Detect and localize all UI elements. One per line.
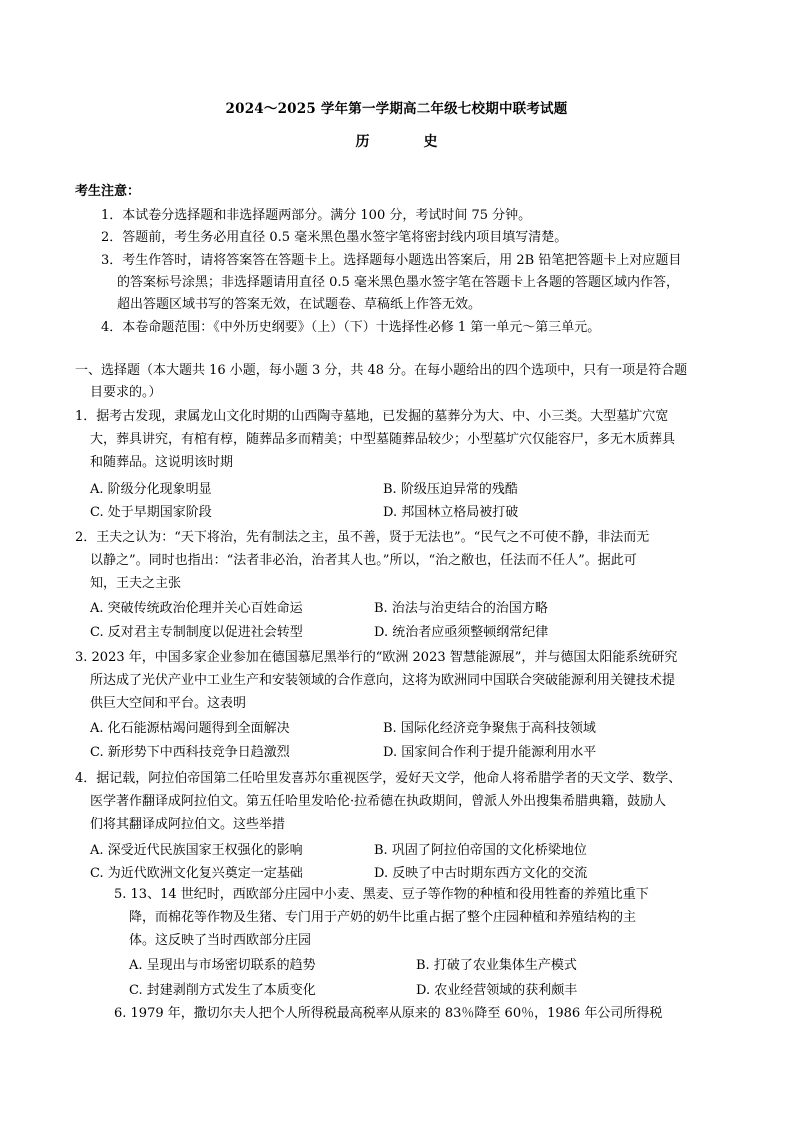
question-2-line-3: 知，王夫之主张: [90, 576, 182, 591]
question-1-line-1: 1．据考古发现，隶属龙山文化时期的山西陶寺墓地，已发掘的墓葬分为大、中、小三类。大型墓圹穴宽: [75, 409, 669, 424]
question-3-line-3: 供巨大空间和平台。这表明: [90, 696, 247, 711]
question-2-option-a[interactable]: A. 突破传统政治伦理并关心百姓命运: [90, 601, 303, 616]
question-3-line-1: 3. 2023 年，中国多家企业参加在德国慕尼黑举行的“欧洲 2023 智慧能源展”，并与德国太阳能系统研究: [75, 650, 678, 665]
question-2-option-d[interactable]: D. 统治者应亟须整顿纲常纪律: [374, 625, 549, 640]
notice-item-1: 1．本试卷分选择题和非选择题两部分。满分 100 分，考试时间 75 分钟。: [101, 208, 532, 223]
question-4-line-3: 们将其翻译成阿拉伯文。这些举措: [90, 817, 286, 832]
question-1-option-a[interactable]: A. 阶级分化现象明显: [90, 482, 212, 497]
question-4-option-a[interactable]: A. 深受近代民族国家王权强化的影响: [90, 843, 303, 858]
question-5-option-b[interactable]: B. 打破了农业集体生产模式: [416, 958, 577, 973]
question-2-option-c[interactable]: C. 反对君主专制制度以促进社会转型: [90, 625, 303, 640]
notice-item-3-line-1: 3．考生作答时，请将答案答在答题卡上。选择题每小题选出答案后，用 2B 铅笔把答题卡上对应题目: [101, 253, 682, 268]
question-2-option-b[interactable]: B. 治法与治吏结合的治国方略: [374, 601, 548, 616]
question-3-line-2: 所达成了光伏产业中工业生产和安装领域的合作意向，这将为欧洲同中国联合突破能源利用关键技术提: [90, 673, 676, 688]
notice-item-3-line-2: 的答案标号涂黑；非选择题请用直径 0.5 毫米黑色墨水签字笔在答题卡上各题的答题区域内作答，: [117, 275, 679, 290]
question-1-line-3: 和随葬品。这说明该时期: [90, 455, 234, 470]
question-4-option-b[interactable]: B. 巩固了阿拉伯帝国的文化桥梁地位: [374, 843, 587, 858]
question-5-option-a[interactable]: A. 呈现出与市场密切联系的趋势: [129, 958, 316, 973]
notice-item-3-line-3: 超出答题区域书写的答案无效，在试题卷、草稿纸上作答无效。: [117, 297, 482, 312]
question-3-option-b[interactable]: B. 国际化经济竞争聚焦于高科技领域: [383, 721, 596, 736]
question-1-option-b[interactable]: B. 阶级压迫异常的残酷: [383, 482, 518, 497]
question-4-line-2: 医学著作翻译成阿拉伯文。第五任哈里发哈伦·拉希德在执政期间，曾派人外出搜集希腊典籍，鼓励人: [90, 794, 667, 809]
section-heading-line-1: 一、选择题（本大题共 16 小题，每小题 3 分，共 48 分。在每小题给出的四个选项中，只有一项是符合题: [75, 363, 688, 378]
question-1-line-2: 大，葬具讲究，有棺有椁，随葬品多而精美；中型墓随葬品较少；小型墓圹穴仅能容尸，多无木质葬具: [90, 432, 676, 447]
question-5-option-c[interactable]: C. 封建剥削方式发生了本质变化: [129, 983, 316, 998]
question-4-option-d[interactable]: D. 反映了中古时期东西方文化的交流: [374, 866, 588, 881]
question-5-line-2: 降，而棉花等作物及生猪、专门用于产奶的奶牛比重占据了整个庄园种植和养殖结构的主: [129, 910, 637, 925]
notice-item-2: 2．答题前，考生务必用直径 0.5 毫米黑色墨水签字笔将密封线内项目填写清楚。: [101, 230, 568, 245]
question-2-line-1: 2．王夫之认为：“天下将治，先有制法之主，虽不善，贤于无法也”。“民气之不可使不静，非法而无: [75, 530, 650, 545]
question-5-line-3: 体。这反映了当时西欧部分庄园: [129, 933, 312, 948]
notice-heading: 考生注意：: [75, 184, 141, 199]
question-2-line-2: 以静之”。同时也指出：“法者非必治，治者其人也。”所以，“治之敝也，任法而不任人”。据此可: [90, 553, 637, 568]
question-3-option-c[interactable]: C. 新形势下中西科技竞争日趋激烈: [90, 745, 290, 760]
question-4-line-1: 4．据记载，阿拉伯帝国第二任哈里发喜苏尔重视医学，爱好天文学，他命人将希腊学者的天文学、数学、: [75, 771, 682, 786]
question-4-option-c[interactable]: C. 为近代欧洲文化复兴奠定一定基础: [90, 866, 303, 881]
subject-title: 历 史: [355, 134, 458, 150]
notice-item-4: 4．本卷命题范围：《中外历史纲要》（上）（下）十选择性必修 1 第一单元～第三单元。: [101, 320, 601, 335]
exam-title: 2024～2025 学年第一学期高二年级七校期中联考试题: [225, 101, 568, 117]
question-5-line-1: 5. 13、14 世纪时，西欧部分庄园中小麦、黑麦、豆子等作物的种植和役用牲畜的养殖比重下: [114, 887, 649, 902]
question-3-option-a[interactable]: A. 化石能源枯竭问题得到全面解决: [90, 721, 290, 736]
question-1-option-c[interactable]: C. 处于早期国家阶段: [90, 505, 212, 520]
question-6-line-1: 6. 1979 年，撒切尔夫人把个人所得税最高税率从原来的 83％降至 60％，1986 年公司所得税: [114, 1006, 663, 1021]
question-1-option-d[interactable]: D. 邦国林立格局被打破: [383, 505, 519, 520]
question-3-option-d[interactable]: D. 国家间合作利于提升能源利用水平: [383, 745, 597, 760]
section-heading-line-2: 目要求的。）: [90, 385, 162, 400]
question-5-option-d[interactable]: D. 农业经营领域的获利颇丰: [416, 983, 578, 998]
